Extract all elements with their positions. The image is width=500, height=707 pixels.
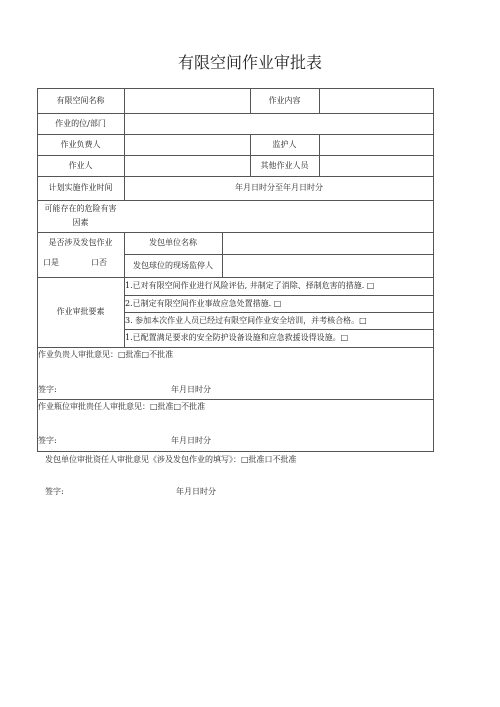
planned-time-label: 计划实施作业时间 [48,183,113,192]
grid-line [433,88,434,452]
requirement-item: 3. 参加本次作业人员已经过有限空间作业安全培训，并考核合格。□ [125,315,367,325]
approval-form-table [37,88,434,452]
grid-line [37,399,434,400]
leader-opinion-label: 作业负贵人审批意见：□批准□不批准 [38,350,174,359]
grid-line [37,451,434,452]
requirement-item: 1.已配置满足要求的安全防护设备设施和应急救援设得设施。□ [125,333,349,342]
grid-line [319,88,320,113]
grid-line [124,88,125,134]
worker-label: 作业人 [68,160,93,170]
outsourcing-yes-option[interactable]: 口是 [43,258,59,267]
leader-sign-label: 签字: [38,385,57,394]
hazards-label: 可能存在的危险有害因素 [44,204,117,227]
grid-line [319,134,320,176]
requirement-item: 2.已制定有限空间作业事故应急处置措施. □ [125,298,282,308]
work-content-label: 作业内容 [268,95,301,105]
work-unit-label: 作业的位/部门 [55,118,106,128]
unit-sign-label: 签字: [38,436,57,445]
contractor-opinion-label: 发包单位审批资任人审批意见《涉及发包作业的填写》：□批准口不批准 [45,455,297,464]
grid-line [37,232,434,233]
contractor-sign-label: 签字: [45,487,64,496]
planned-time-value: 年月日时分至年月日时分 [235,183,323,192]
form-title: 有限空间作业审批表 [177,53,322,72]
leader-date-label: 年月日时分 [171,385,211,394]
guardian-label: 监护人 [272,139,297,149]
grid-line [37,347,434,348]
other-workers-label: 其他作业人员 [260,160,309,170]
contractor-supervisor-label: 发包球位的现场监停人 [133,260,213,270]
work-leader-label: 作业负费人 [60,139,101,149]
grid-line [222,232,223,277]
outsourcing-no-option[interactable]: 口否 [91,258,107,267]
outsourcing-label: 是否涉及发包作业 [48,238,113,247]
approval-requirements-label: 作业审批要素 [56,307,105,316]
unit-date-label: 年月日时分 [171,436,211,445]
space-name-label: 有限空间名称 [56,95,105,105]
unit-opinion-label: 作业瓶位审批贵任人审批意见：□批准□不批准 [38,402,206,411]
contractor-date-label: 年月日时分 [176,487,216,496]
requirement-item: 1.已对有限空间作业进行风险评估, 井制定了消除、择制危害的措施. □ [125,281,375,290]
contractor-label: 发包单位名称 [149,238,197,247]
